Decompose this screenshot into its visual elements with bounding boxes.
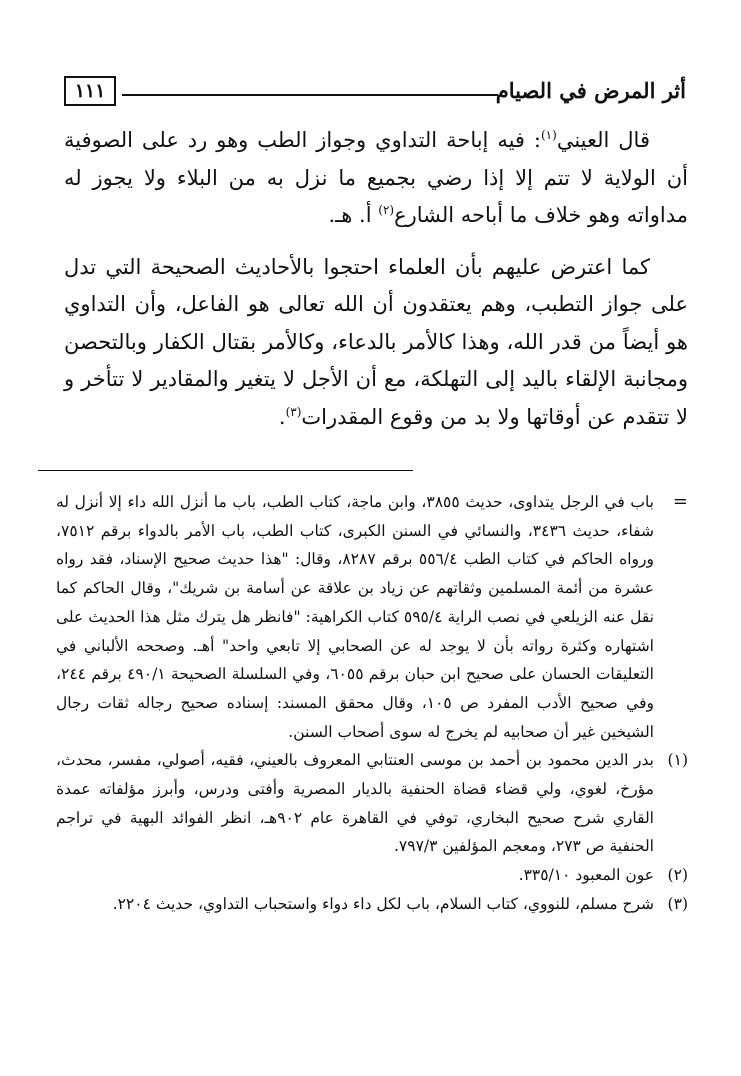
footnote-marker: (٢) [667,866,688,885]
footnote-continuation [56,488,688,746]
footnote-3 [56,890,688,919]
footnote-ref-1: (١) [540,128,557,142]
text-run: : فيه إباحة التداوي وجواز الطب وهو رد على الصوفية أن الولاية لا تتم إلا إذا رضي بجميع ما نزل به من البلاء ولا يجوز له مداواته وهو خلاف ما أباحه الشارع [64,128,688,227]
footnote-2 [56,861,688,890]
footnotes [56,488,688,919]
main-text [64,122,688,436]
header-rule [122,94,498,96]
footnote-text: بدر الدين محمود بن أحمد بن موسى العنتابي المعروف بالعيني، فقيه، أصولي، مفسر، محدث، مؤرخ، لغوي، ولي قضاء قضاة الحنفية بالديار المصرية وأفتى ودرس، وأبرز مؤلفاته عمدة القاري شرح صحيح البخاري، توفي في القاهرة عام ٩٠٢هـ، انظر الفوائد البهية في تراجم الحنفية ص ٢٧٣، ومعجم المؤلفين ٧٩٧/٣. [56,751,654,856]
footnote-marker: (٣) [667,894,688,913]
running-title: أثر المرض في الصيام [495,78,686,103]
running-header [64,72,686,114]
footnote-separator [38,470,413,471]
page-number: ١١١ [64,76,116,106]
footnote-1 [56,746,688,861]
continuation-marker: = [672,491,688,512]
footnote-text: شرح مسلم، للنووي، كتاب السلام، باب لكل داء دواء واستحباب التداوي، حديث ٢٢٠٤. [112,894,654,913]
text-run: كما اعترض عليهم بأن العلماء احتجوا بالأحاديث الصحيحة التي تدل على جواز التطبب، وهم يعتقدون أن الله تعالى هو الفاعل، وأن التداوي هو أيضاً من قدر الله، وهذا كالأمر بالدعاء، وكالأمر بقتال الكفار وبالتحصن ومجانبة الإلقاء باليد إلى التهلكة، مع أن الأجل لا يتغير والمقادير لا تتأخر و لا تتقدم عن أوقاتها ولا بد من وقوع المقدرات [64,254,688,429]
text-run: قال العيني [556,128,650,152]
footnote-ref-2: (٢) [378,203,395,217]
text-run: أ. هـ. [328,203,379,227]
paragraph-2 [64,249,688,437]
footnote-ref-3: (٣) [285,404,302,419]
footnote-marker: (١) [667,751,688,770]
text-run: . [278,404,286,429]
footnote-text: باب في الرجل يتداوى، حديث ٣٨٥٥، وابن ماجة، كتاب الطب، باب ما أنزل الله داء إلا أنزل له شفاء، حديث ٣٤٣٦، والنسائي في السنن الكبرى، كتاب الطب، باب الأمر بالدواء برقم ٧٥١٢، ورواه الحاكم في كتاب الطب ٥٥٦/٤ برقم ٨٢٨٧، وقال: "هذا حديث صحيح الإسناد، فقد رواه عشرة من أئمة المسلمين وثقاتهم عن زياد بن علاقة عن أسامة بن شريك"، وقال الحاكم كما نقل عنه الزيلعي في نصب الراية ٥٩٥/٤ كتاب الكراهية: "فانظر هل يترك مثل هذا الحديث على اشتهاره وكثرة رواته بأن لا يوجد له عن الصحابي إلا تابعي واحد" أهـ. وصححه الألباني في التعليقات الحسان على صحيح ابن حبان برقم ٦٠٥٥، وفي السلسلة الصحيحة ٤٩٠/١ برقم ٢٤٤، وفي صحيح الأدب المفرد ص ١٠٥، وقال محقق المسند: إسناده صحيح رجاله ثقات رجال الشيخين غير أن صحابيه لم يخرج له سوى أصحاب السنن. [56,493,655,741]
paragraph-1 [64,122,688,235]
footnote-text: عون المعبود ٣٣٥/١٠. [518,866,654,885]
